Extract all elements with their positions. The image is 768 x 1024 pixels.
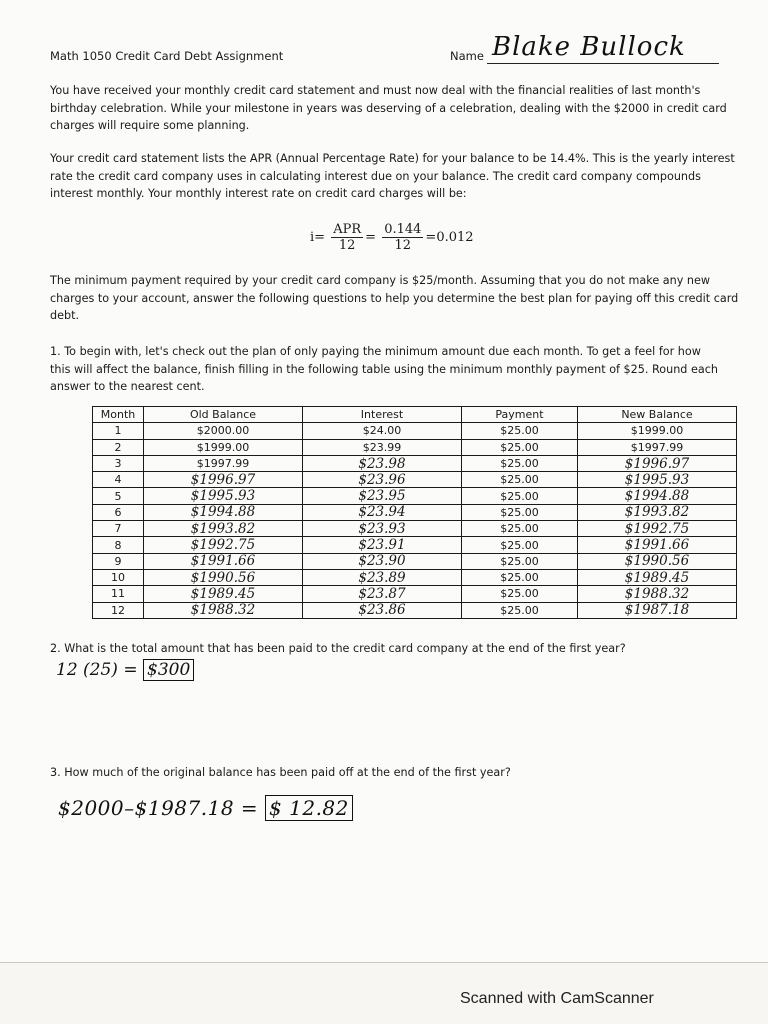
cell-old-balance: $1999.00 — [144, 439, 303, 455]
cell-interest: $24.00 — [303, 423, 462, 439]
interest-formula: i= $\frac{\text{APR}}{12}$ = $\frac{0.144}{12}$ =0.012 — [310, 222, 474, 253]
table-row — [93, 521, 737, 537]
cell-month: 3 — [93, 455, 144, 471]
cell-old-balance: $1992.75 — [144, 537, 303, 553]
header-interest: Interest — [303, 407, 462, 423]
cell-old-balance: $1990.56 — [144, 569, 303, 585]
cell-interest: $23.96 — [303, 472, 462, 488]
cell-new-balance: $1993.82 — [578, 504, 737, 520]
page-title: Math 1050 Credit Card Debt Assignment — [50, 49, 284, 63]
cell-payment: $25.00 — [462, 423, 578, 439]
question-2-answer — [56, 660, 194, 680]
formula-num-2: 0.144 — [384, 222, 422, 237]
table-row — [93, 553, 737, 569]
cell-new-balance: $1999.00 — [578, 423, 737, 439]
cell-payment: $25.00 — [462, 537, 578, 553]
formula-fraction-2 — [382, 222, 423, 253]
cell-old-balance: $1988.32 — [144, 602, 303, 618]
table-row — [93, 586, 737, 602]
cell-payment: $25.00 — [462, 521, 578, 537]
cell-payment: $25.00 — [462, 586, 578, 602]
formula-lhs: i — [310, 230, 315, 245]
header-month: Month — [93, 407, 144, 423]
minimum-payment-paragraph: The minimum payment required by your credit card company is $25/month. Assuming that you do not make any new charges to your account, answer the following questions to help you determine the best plan for paying off this credit card debt. — [50, 274, 739, 322]
question-3-boxed-answer: $ 12.82 — [265, 795, 353, 821]
cell-payment: $25.00 — [462, 472, 578, 488]
formula-num-1: APR — [333, 222, 362, 237]
table-header-row — [93, 407, 737, 423]
cell-new-balance: $1989.45 — [578, 569, 737, 585]
cell-payment: $25.00 — [462, 553, 578, 569]
cell-old-balance: $1989.45 — [144, 586, 303, 602]
cell-interest: $23.89 — [303, 569, 462, 585]
header-new-balance: New Balance — [578, 407, 737, 423]
cell-month: 7 — [93, 521, 144, 537]
table-row — [93, 472, 737, 488]
cell-interest: $23.90 — [303, 553, 462, 569]
cell-new-balance: $1991.66 — [578, 537, 737, 553]
cell-interest: $23.91 — [303, 537, 462, 553]
cell-old-balance: $1994.88 — [144, 504, 303, 520]
cell-new-balance: $1995.93 — [578, 472, 737, 488]
cell-month: 9 — [93, 553, 144, 569]
cell-old-balance: $1993.82 — [144, 521, 303, 537]
header-old-balance: Old Balance — [144, 407, 303, 423]
formula-fraction-1 — [331, 222, 363, 253]
cell-new-balance: $1996.97 — [578, 455, 737, 471]
question-3-answer — [58, 796, 353, 820]
question-1-number: 1. — [50, 345, 61, 358]
name-underline — [487, 63, 719, 64]
header-payment: Payment — [462, 407, 578, 423]
table-row — [93, 602, 737, 618]
cell-old-balance: $1997.99 — [144, 455, 303, 471]
question-3-work: $2000–$1987.18 = — [58, 796, 259, 820]
question-3: 3. How much of the original balance has been paid off at the end of the first year? — [50, 766, 511, 779]
table-row — [93, 423, 737, 439]
cell-interest: $23.87 — [303, 586, 462, 602]
formula-den-2: 12 — [394, 238, 412, 253]
cell-new-balance: $1997.99 — [578, 439, 737, 455]
cell-month: 6 — [93, 504, 144, 520]
cell-new-balance: $1992.75 — [578, 521, 737, 537]
name-label: Name — [450, 49, 484, 63]
cell-new-balance: $1988.32 — [578, 586, 737, 602]
cell-new-balance: $1994.88 — [578, 488, 737, 504]
table-row — [93, 537, 737, 553]
cell-month: 1 — [93, 423, 144, 439]
cell-old-balance: $1995.93 — [144, 488, 303, 504]
cell-payment: $25.00 — [462, 602, 578, 618]
cell-old-balance: $1991.66 — [144, 553, 303, 569]
table-row — [93, 439, 737, 455]
cell-month: 8 — [93, 537, 144, 553]
question-2-work: 12 (25) = — [56, 660, 138, 680]
cell-payment: $25.00 — [462, 439, 578, 455]
cell-interest: $23.94 — [303, 504, 462, 520]
table-row — [93, 504, 737, 520]
balance-table — [92, 406, 737, 619]
cell-interest: $23.93 — [303, 521, 462, 537]
cell-month: 2 — [93, 439, 144, 455]
question-1 — [50, 343, 720, 396]
table-row — [93, 569, 737, 585]
formula-den-1: 12 — [338, 238, 356, 253]
cell-interest: $23.99 — [303, 439, 462, 455]
cell-old-balance: $2000.00 — [144, 423, 303, 439]
table-row — [93, 488, 737, 504]
cell-payment: $25.00 — [462, 504, 578, 520]
table-body — [93, 423, 737, 619]
cell-interest: $23.95 — [303, 488, 462, 504]
cell-interest: $23.98 — [303, 455, 462, 471]
apr-paragraph: Your credit card statement lists the APR (Annual Percentage Rate) for your balance to be 14.4%. This is the yearly interest rate the credit card company uses in calculating interest due on your balance. The credit card company compounds interest monthly. Your monthly interest rate on credit card charges will be: — [50, 152, 735, 200]
question-1-text: To begin with, let's check out the plan of only paying the minimum amount due each month. To get a feel for how this will affect the balance, finish filling in the following table using the minimum monthly payment of $25. Round each answer to the nearest cent. — [50, 345, 718, 393]
cell-interest: $23.86 — [303, 602, 462, 618]
table-row — [93, 455, 737, 471]
cell-old-balance: $1996.97 — [144, 472, 303, 488]
cell-payment: $25.00 — [462, 455, 578, 471]
question-2-boxed-answer: $300 — [143, 659, 194, 681]
cell-new-balance: $1990.56 — [578, 553, 737, 569]
cell-month: 4 — [93, 472, 144, 488]
cell-new-balance: $1987.18 — [578, 602, 737, 618]
formula-result: 0.012 — [436, 230, 474, 245]
cell-month: 12 — [93, 602, 144, 618]
cell-month: 5 — [93, 488, 144, 504]
cell-payment: $25.00 — [462, 569, 578, 585]
cell-month: 10 — [93, 569, 144, 585]
cell-payment: $25.00 — [462, 488, 578, 504]
student-name: Blake Bullock — [492, 32, 686, 62]
cell-month: 11 — [93, 586, 144, 602]
question-2: 2. What is the total amount that has been paid to the credit card company at the end of the first year? — [50, 642, 626, 655]
scanner-watermark: Scanned with CamScanner — [460, 990, 654, 1007]
intro-paragraph: You have received your monthly credit card statement and must now deal with the financial realities of last month's birthday celebration. While your milestone in years was deserving of a celebration, dealing with the $2000 in credit card charges will require some planning. — [50, 84, 727, 132]
